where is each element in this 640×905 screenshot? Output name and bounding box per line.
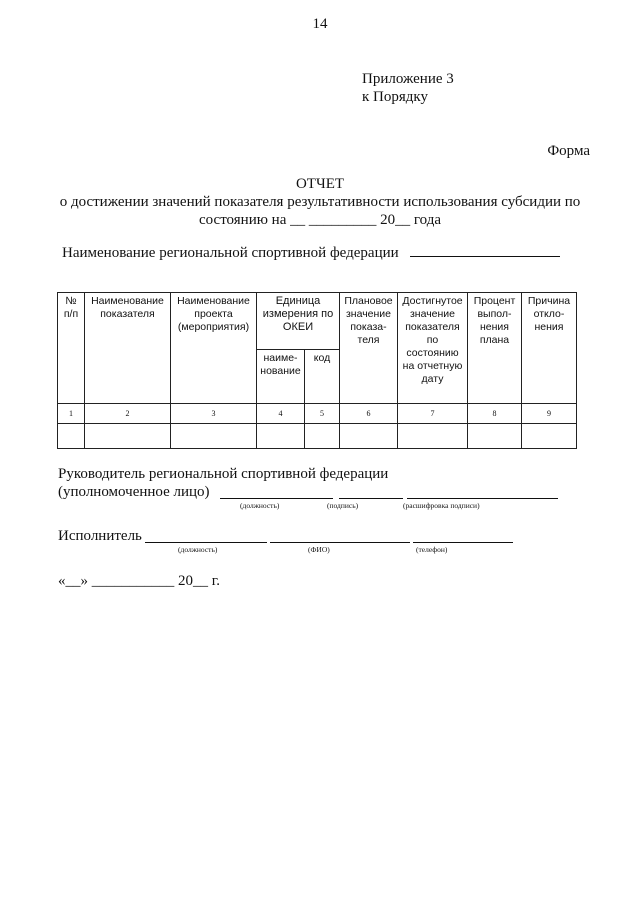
caption-position: (должность) <box>240 501 280 510</box>
federation-label: Наименование региональной спортивной федерации <box>62 245 399 261</box>
executor-fio-line <box>270 542 410 543</box>
title-line-2: состоянию на __ _________ 20__ года <box>199 212 441 228</box>
caption-exec-position: (должность) <box>178 545 218 554</box>
appendix-line-2: к Порядку <box>362 89 428 105</box>
page-number: 14 <box>312 16 328 32</box>
form-label: Форма <box>547 143 590 159</box>
caption-signature: (подпись) <box>327 501 359 510</box>
header-num: № п/п <box>58 293 85 404</box>
col-number: 2 <box>85 404 171 424</box>
col-number: 1 <box>58 404 85 424</box>
header-unit-name: наиме-нование <box>257 350 305 404</box>
federation-name-line <box>410 243 560 257</box>
head-signature-line <box>339 498 403 499</box>
col-number: 6 <box>340 404 398 424</box>
col-number: 4 <box>257 404 305 424</box>
title-main: ОТЧЕТ <box>295 176 345 192</box>
data-cell <box>468 424 522 449</box>
head-decoding-line <box>407 498 558 499</box>
header-project: Наименование проекта (мероприятия) <box>171 293 257 404</box>
appendix-reference <box>362 70 454 106</box>
caption-exec-phone: (телефон) <box>416 545 448 554</box>
col-number: 3 <box>171 404 257 424</box>
table-data-row <box>58 424 577 449</box>
data-cell <box>58 424 85 449</box>
column-number-row <box>58 404 577 424</box>
data-cell <box>398 424 468 449</box>
header-indicator: Наименование показателя <box>85 293 171 404</box>
col-number: 9 <box>522 404 577 424</box>
caption-decoding: (расшифровка подписи) <box>403 501 480 510</box>
title-line-1: о достижении значений показателя результативности использования субсидии по <box>59 194 581 210</box>
table-header-row <box>58 293 577 350</box>
header-achieved: Достигнутое значение показателя по состоянию на отчетную дату <box>398 293 468 404</box>
header-planned: Плановое значение показа-теля <box>340 293 398 404</box>
col-number: 7 <box>398 404 468 424</box>
header-unit-code: код <box>305 350 340 404</box>
head-position-line <box>220 498 333 499</box>
appendix-line-1: Приложение 3 <box>362 71 454 87</box>
header-unit: Единица измерения по ОКЕИ <box>257 293 340 350</box>
date-line: «__» ___________ 20__ г. <box>58 573 220 589</box>
data-cell <box>340 424 398 449</box>
head-line-1: Руководитель региональной спортивной федерации <box>58 466 389 482</box>
data-cell <box>171 424 257 449</box>
col-number: 8 <box>468 404 522 424</box>
executor-position-line <box>145 542 267 543</box>
executor-phone-line <box>413 542 513 543</box>
head-line-2: (уполномоченное лицо) <box>58 484 210 500</box>
federation-name-field <box>62 243 560 262</box>
head-signature-block <box>58 465 388 501</box>
header-reason: Причина откло-нения <box>522 293 577 404</box>
data-cell <box>522 424 577 449</box>
header-percent: Процент выпол-нения плана <box>468 293 522 404</box>
data-cell <box>305 424 340 449</box>
executor-label: Исполнитель <box>58 528 142 544</box>
report-table <box>57 292 577 449</box>
data-cell <box>85 424 171 449</box>
data-cell <box>257 424 305 449</box>
caption-exec-fio: (ФИО) <box>308 545 330 554</box>
report-title <box>50 175 590 229</box>
col-number: 5 <box>305 404 340 424</box>
